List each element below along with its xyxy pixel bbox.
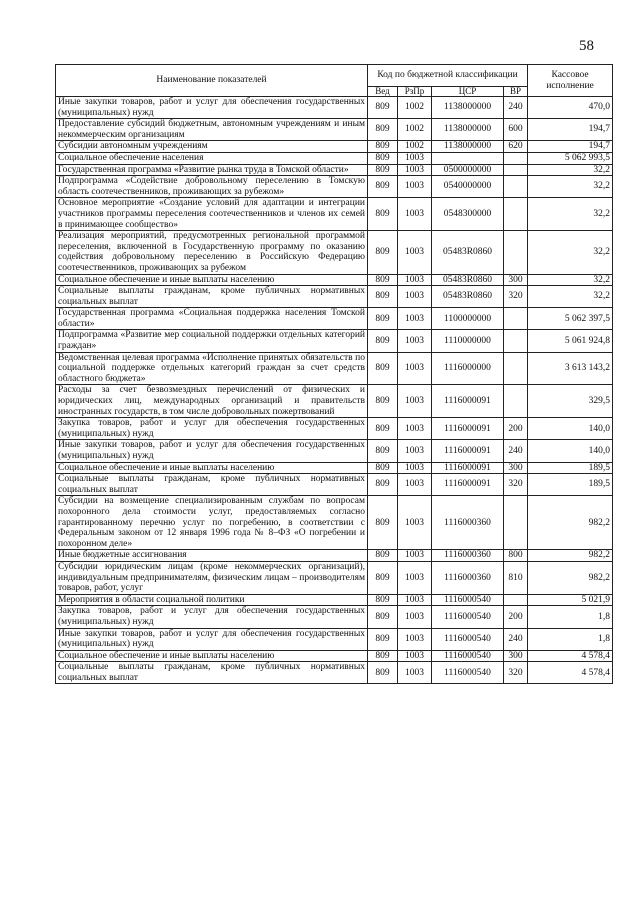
row-name: Субсидии на возмещение специализированным службам по вопросам похоронного дела стоимости услуг, предоставляемых согласно гарантированному перечню услуг по погребению, в соответствии с Федеральным законом от 12 января 1996 года № 8–ФЗ «О погребении и похоронном деле» [56,496,368,550]
table-row [56,462,613,474]
row-name: Социальные выплаты гражданам, кроме публичных нормативных социальных выплат [56,662,368,684]
row-vr [504,496,528,550]
row-amount: 32,2 [528,231,613,274]
row-rzpr: 1003 [398,594,432,606]
row-ved: 809 [368,176,398,198]
row-amount: 4 578,4 [528,662,613,684]
row-name: Закупка товаров, работ и услуг для обеспечения государственных (муниципальных) нужд [56,418,368,440]
row-vr [504,152,528,164]
row-ved: 809 [368,119,398,141]
row-csr: 1116000091 [432,385,504,418]
row-name: Социальные выплаты гражданам, кроме публичных нормативных социальных выплат [56,286,368,308]
row-ved: 809 [368,606,398,628]
row-name: Государственная программа «Социальная поддержка населения Томской области» [56,308,368,330]
row-csr: 1138000000 [432,97,504,119]
header-amount: Кассовое исполнение [528,65,613,97]
row-rzpr: 1003 [398,152,432,164]
row-amount: 3 613 143,2 [528,352,613,385]
header-rzpr: РзПр [398,87,432,97]
row-vr: 200 [504,418,528,440]
row-amount: 32,2 [528,176,613,198]
row-name: Подпрограмма «Развитие мер социальной поддержки отдельных категорий граждан» [56,330,368,352]
row-vr [504,308,528,330]
row-vr [504,330,528,352]
row-vr [504,176,528,198]
row-vr: 300 [504,650,528,662]
row-vr: 240 [504,97,528,119]
row-ved: 809 [368,440,398,462]
row-amount: 470,0 [528,97,613,119]
row-rzpr: 1003 [398,385,432,418]
row-rzpr: 1003 [398,550,432,562]
row-csr: 1116000000 [432,352,504,385]
row-csr: 05483R0860 [432,274,504,286]
row-amount: 4 578,4 [528,650,613,662]
row-rzpr: 1002 [398,119,432,141]
row-vr: 600 [504,119,528,141]
row-rzpr: 1002 [398,141,432,153]
row-csr: 1116000540 [432,606,504,628]
table-row [56,286,613,308]
row-amount: 194,7 [528,119,613,141]
row-vr: 300 [504,462,528,474]
row-rzpr: 1003 [398,352,432,385]
row-ved: 809 [368,418,398,440]
row-amount: 329,5 [528,385,613,418]
row-vr [504,164,528,176]
row-ved: 809 [368,198,398,231]
row-amount: 5 021,9 [528,594,613,606]
row-ved: 809 [368,164,398,176]
row-rzpr: 1003 [398,440,432,462]
row-csr: 1116000360 [432,550,504,562]
row-rzpr: 1003 [398,561,432,594]
row-name: Расходы за счет безвозмездных перечислений от физических и юридических лиц, международных организаций и правительств иностранных государств, в том числе добровольных пожертвований [56,385,368,418]
header-name: Наименование показателей [56,65,368,97]
header-ved: Вед [368,87,398,97]
row-amount: 982,2 [528,550,613,562]
row-ved: 809 [368,650,398,662]
row-vr: 240 [504,440,528,462]
row-rzpr: 1003 [398,662,432,684]
table-row [56,561,613,594]
row-ved: 809 [368,496,398,550]
table-row [56,440,613,462]
row-name: Субсидии автономным учреждениям [56,141,368,153]
row-name: Закупка товаров, работ и услуг для обеспечения государственных (муниципальных) нужд [56,606,368,628]
row-ved: 809 [368,286,398,308]
row-vr [504,198,528,231]
row-rzpr: 1003 [398,176,432,198]
header-vr: ВР [504,87,528,97]
row-csr: 1116000091 [432,418,504,440]
table-row [56,496,613,550]
row-csr: 1110000000 [432,330,504,352]
table-row [56,474,613,496]
row-amount: 32,2 [528,164,613,176]
row-ved: 809 [368,308,398,330]
row-rzpr: 1003 [398,330,432,352]
row-csr: 1100000000 [432,308,504,330]
row-vr [504,352,528,385]
row-amount: 5 062 397,5 [528,308,613,330]
row-name: Социальное обеспечение и иные выплаты населению [56,462,368,474]
row-ved: 809 [368,474,398,496]
table-row [56,330,613,352]
row-csr: 1116000091 [432,474,504,496]
row-ved: 809 [368,352,398,385]
row-name: Предоставление субсидий бюджетным, автономным учреждениям и иным некоммерческим организациям [56,119,368,141]
table-row [56,628,613,650]
row-rzpr: 1003 [398,462,432,474]
row-vr: 240 [504,628,528,650]
table-row [56,274,613,286]
row-rzpr: 1003 [398,496,432,550]
row-amount: 194,7 [528,141,613,153]
row-amount: 140,0 [528,440,613,462]
row-csr: 1138000000 [432,141,504,153]
row-amount: 1,8 [528,606,613,628]
row-csr: 0500000000 [432,164,504,176]
row-ved: 809 [368,141,398,153]
row-vr: 320 [504,474,528,496]
row-csr: 1116000091 [432,440,504,462]
row-rzpr: 1003 [398,418,432,440]
row-name: Субсидии юридическим лицам (кроме некоммерческих организаций), индивидуальным предпринимателям, физическим лицам – производителям товаров, работ, услуг [56,561,368,594]
row-vr: 810 [504,561,528,594]
table-row [56,650,613,662]
row-ved: 809 [368,152,398,164]
row-csr: 1116000091 [432,462,504,474]
row-csr: 1116000360 [432,496,504,550]
row-ved: 809 [368,594,398,606]
header-csr: ЦСР [432,87,504,97]
table-row [56,141,613,153]
table-row [56,198,613,231]
row-csr: 05483R0860 [432,231,504,274]
table-row [56,662,613,684]
row-rzpr: 1003 [398,474,432,496]
row-vr: 200 [504,606,528,628]
row-vr [504,385,528,418]
row-vr: 800 [504,550,528,562]
row-amount: 140,0 [528,418,613,440]
row-ved: 809 [368,97,398,119]
row-name: Иные закупки товаров, работ и услуг для обеспечения государственных (муниципальных) нужд [56,97,368,119]
row-amount: 5 061 924,8 [528,330,613,352]
row-name: Подпрограмма «Содействие добровольному переселению в Томскую область соотечественников, проживающих за рубежом» [56,176,368,198]
table-row [56,231,613,274]
row-csr: 1116000540 [432,594,504,606]
row-rzpr: 1003 [398,231,432,274]
row-name: Мероприятия в области социальной политики [56,594,368,606]
row-amount: 32,2 [528,198,613,231]
row-ved: 809 [368,462,398,474]
row-amount: 5 062 993,5 [528,152,613,164]
row-csr: 05483R0860 [432,286,504,308]
row-ved: 809 [368,385,398,418]
table-row [56,308,613,330]
row-rzpr: 1003 [398,628,432,650]
row-csr: 1116000360 [432,561,504,594]
row-vr [504,231,528,274]
row-rzpr: 1003 [398,308,432,330]
row-csr: 1116000540 [432,650,504,662]
row-ved: 809 [368,628,398,650]
row-name: Основное мероприятие «Создание условий для адаптации и интеграции участников программы переселения соотечественников и членов их семей в принимающее сообщество» [56,198,368,231]
row-vr: 320 [504,286,528,308]
row-name: Государственная программа «Развитие рынка труда в Томской области» [56,164,368,176]
row-amount: 189,5 [528,462,613,474]
row-ved: 809 [368,274,398,286]
row-rzpr: 1003 [398,198,432,231]
row-ved: 809 [368,330,398,352]
row-rzpr: 1002 [398,97,432,119]
row-rzpr: 1003 [398,606,432,628]
row-name: Иные закупки товаров, работ и услуг для обеспечения государственных (муниципальных) нужд [56,628,368,650]
table-row [56,385,613,418]
table-row [56,164,613,176]
row-name: Реализация мероприятий, предусмотренных региональной программой переселения, включенной в Государственную программу по оказанию содействия добровольному переселению в Российскую Федерацию соотечественников, проживающих за рубежом [56,231,368,274]
row-csr: 0540000000 [432,176,504,198]
table-row [56,606,613,628]
row-csr: 0548300000 [432,198,504,231]
table-row [56,594,613,606]
row-ved: 809 [368,550,398,562]
row-ved: 809 [368,561,398,594]
page-number: 58 [579,38,594,54]
row-vr [504,594,528,606]
header-code-group: Код по бюджетной классификации [368,65,528,87]
row-csr: 1138000000 [432,119,504,141]
row-amount: 32,2 [528,286,613,308]
row-vr: 620 [504,141,528,153]
row-rzpr: 1003 [398,164,432,176]
row-amount: 982,2 [528,496,613,550]
row-name: Социальные выплаты гражданам, кроме публичных нормативных социальных выплат [56,474,368,496]
row-amount: 189,5 [528,474,613,496]
row-ved: 809 [368,662,398,684]
row-name: Иные закупки товаров, работ и услуг для обеспечения государственных (муниципальных) нужд [56,440,368,462]
table-row [56,550,613,562]
row-name: Иные бюджетные ассигнования [56,550,368,562]
row-rzpr: 1003 [398,650,432,662]
row-rzpr: 1003 [398,274,432,286]
row-csr [432,152,504,164]
row-ved: 809 [368,231,398,274]
table-row [56,97,613,119]
table-row [56,176,613,198]
row-name: Социальное обеспечение населения [56,152,368,164]
row-amount: 1,8 [528,628,613,650]
row-amount: 982,2 [528,561,613,594]
table-row [56,352,613,385]
table-row [56,418,613,440]
table-row [56,152,613,164]
row-rzpr: 1003 [398,286,432,308]
row-csr: 1116000540 [432,628,504,650]
row-vr: 320 [504,662,528,684]
row-name: Ведомственная целевая программа «Исполнение принятых обязательств по социальной поддержке отдельных категорий граждан за счет средств областного бюджета» [56,352,368,385]
budget-table [55,64,613,684]
row-name: Социальное обеспечение и иные выплаты населению [56,274,368,286]
row-amount: 32,2 [528,274,613,286]
row-csr: 1116000540 [432,662,504,684]
row-vr: 300 [504,274,528,286]
table-row [56,119,613,141]
row-name: Социальное обеспечение и иные выплаты населению [56,650,368,662]
